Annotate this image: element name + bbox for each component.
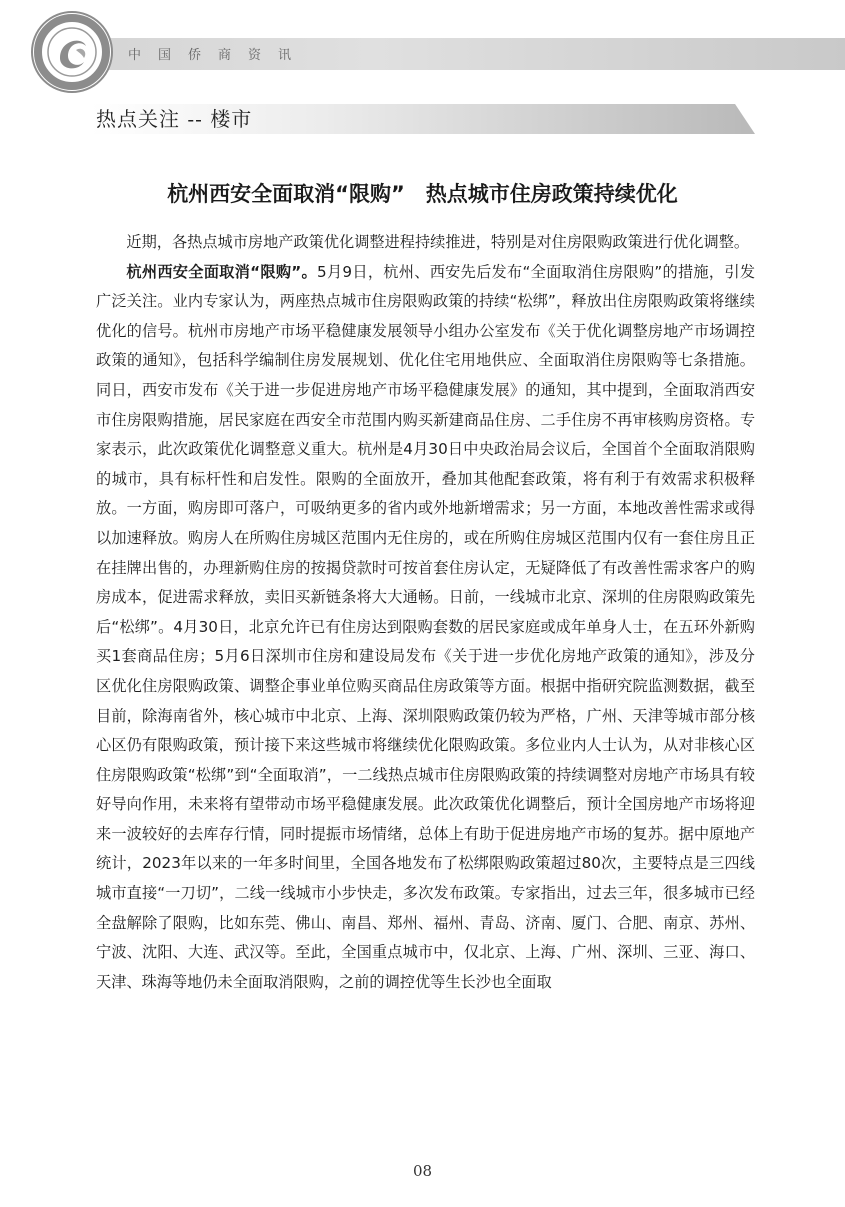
publication-logo xyxy=(30,10,114,94)
section-title: 热点关注 -- 楼市 xyxy=(96,107,253,131)
page-number: 08 xyxy=(412,1162,433,1180)
paragraph-text: 5月9日，杭州、西安先后发布“全面取消住房限购”的措施，引发广泛关注。业内专家认为，两座热点城市住房限购政策的持续“松绑”，释放出住房限购政策将继续优化的信号。杭州市房地产市场平稳健康发展领导小组办公室发布《关于优化调整房地产市场调控政策的通知》，包括科学编制住房发展规划、优化住宅用地供应、全面取消住房限购等七条措施。同日，西安市发布《关于进一步促进房地产市场平稳健康发展》的通知，其中提到，全面取消西安市住房限购措施，居民家庭在西安全市范围内购买新建商品住房、二手住房不再审核购房资格。专家表示，此次政策优化调整意义重大。杭州是4月30日中央政治局会议后，全国首个全面取消限购的城市，具有标杆性和启发性。限购的全面放开，叠加其他配套政策，将有利于有效需求积极释放。一方面，购房即可落户，可吸纳更多的省内或外地新增需求；另一方面，本地改善性需求或得以加速释放。购房人在所购住房城区范围内无住房的，或在所购住房城区范围内仅有一套住房且正在挂牌出售的，办理新购住房的按揭贷款时可按首套住房认定，无疑降低了有改善性需求客户的购房成本，促进需求释放，卖旧买新链条将大大通畅。日前，一线城市北京、深圳的住房限购政策先后“松绑”。4月30日，北京允许已有住房达到限购套数的居民家庭或成年单身人士，在五环外新购买1套商品住房；5月6日深圳市住房和建设局发布《关于进一步优化房地产政策的通知》，涉及分区优化住房限购政策、调整企事业单位购买商品住房政策等方面。根据中指研究院监测数据，截至目前，除海南省外，核心城市中北京、上海、深圳限购政策仍较为严格，广州、天津等城市部分核心区仍有限购政策，预计接下来这些城市将继续优化限购政策。多位业内人士认为，从对非核心区住房限购政策“松绑”到“全面取消”，一二线热点城市住房限购政策的持续调整对房地产市场具有较好导向作用，未来将有望带动市场平稳健康发展。此次政策优化调整后，预计全国房地产市场将迎来一波较好的去库存行情，同时提振市场情绪，总体上有助于促进房地产市场的复苏。据中原地产统计，2023年以来的一年多时间里，全国各地发布了松绑限购政策超过80次，主要特点是三四线城市直接“一刀切”，二线一线城市小步快走，多次发布政策。专家指出，过去三年，很多城市已经全盘解除了限购，比如东莞、佛山、南昌、郑州、福州、青岛、济南、厦门、合肥、南京、苏州、宁波、沈阳、大连、武汉等。至此，全国重点城市中，仅北京、上海、广州、深圳、三亚、海口、天津、珠海等地仍未全面取消限购，之前的调控优等生长沙也全面取 xyxy=(96,262,756,991)
header-bar xyxy=(60,38,845,70)
paragraph-lead: 杭州西安全面取消“限购”。 xyxy=(126,262,318,281)
body-paragraph xyxy=(96,258,755,998)
article-title: 杭州西安全面取消“限购” 热点城市住房政策持续优化 xyxy=(167,182,678,206)
publication-name: 中国侨商资讯 xyxy=(128,48,309,63)
article-body xyxy=(96,228,755,997)
intro-paragraph: 近期，各热点城市房地产政策优化调整进程持续推进，特别是对住房限购政策进行优化调整。 xyxy=(126,233,750,251)
